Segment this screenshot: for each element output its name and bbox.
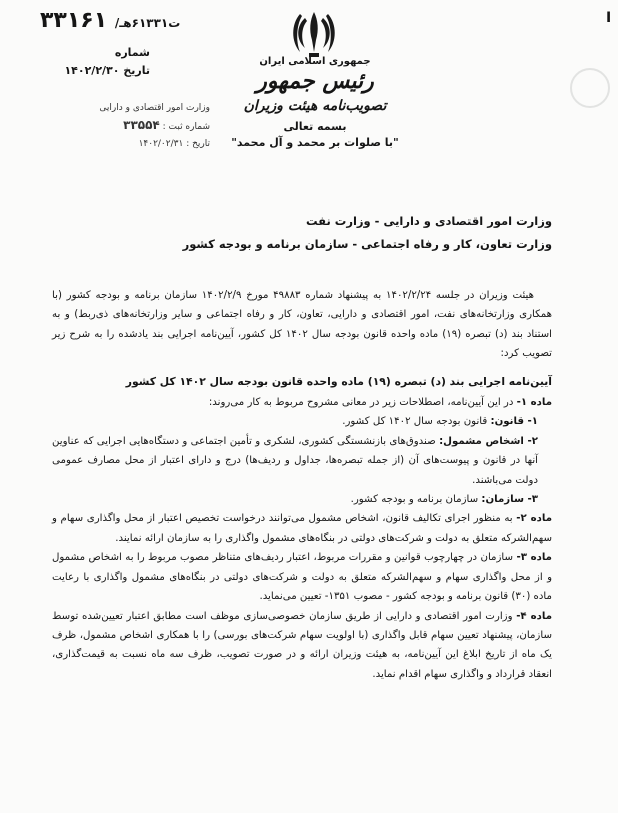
definition-1-text: قانون بودجه سال ۱۴۰۲ کل کشور. (342, 416, 488, 428)
article-1-text: در این آیین‌نامه، اصطلاحات زیر در معانی مشروح مربوط به کار می‌روند: (208, 397, 514, 409)
article-3-label: ماده ۳- (516, 552, 552, 564)
definition-2-label: ۲- اشخاص مشمول: (439, 435, 538, 447)
recipients (82, 210, 552, 256)
stamp-reg-number: ۳۳۵۵۴ (123, 118, 160, 132)
registry-date: ۱۴۰۲/۲/۳۰ (64, 64, 120, 77)
republic-title: جمهوری اسلامی ایران (259, 56, 371, 67)
recipients-line-1: وزارت امور اقتصادی و دارایی - وزارت نفت (306, 214, 552, 228)
article-3 (52, 548, 552, 606)
page-number: I (606, 10, 612, 26)
stamp-reg-label: شماره ثبت : (162, 122, 210, 132)
stamp-date: ۱۴۰۲/۰۲/۳۱ (138, 139, 184, 149)
article-2-text: به منظور اجرای تکالیف قانون، اشخاص مشمول می‌توانند درخواست تخصیص اعتبار از محل واگذاری سهام و سهم‌الشرکه متعلق به دولت و شرکت‌های دولتی در بنگاه‌های مشمول واگذاری را به سازمان ارائه نمایند. (52, 513, 552, 544)
definition-2-text: صندوق‌های بازنشستگی کشوری، لشکری و تأمین اجتماعی و دستگاه‌هایی اجرایی که عناوین آنها در قانون و پیوست‌های آن (از جمله تبصره‌ها، جداول و ردیف‌ها) درج و دارای اعتبار از محل مصارف عمومی دولت می‌باشند. (52, 435, 538, 486)
registry-ref-number: /ت۶۱۳۳۱هـ (114, 16, 181, 30)
stamp-ministry: وزارت امور اقتصادی و دارایی (99, 103, 210, 113)
registry-number (40, 8, 180, 33)
salawat: "با صلوات بر محمد و آل محمد" (231, 136, 399, 149)
stamp-date-label: تاریخ : (186, 139, 210, 149)
decree-body (52, 286, 552, 684)
article-4-text: وزارت امور اقتصادی و دارایی از طریق سازمان خصوصی‌سازی موظف است مطابق اعتبار تعیین‌شده توسط سازمان، پیشنهاد تعیین سهام قابل واگذاری (با اولویت سهام شرکت‌های بورسی) را با همکاری اشخاص مشمول، ظرف یک ماه از تاریخ ابلاغ این آیین‌نامه، به هیئت وزیران ارائه و در صورت تصویب، ظرف سه ماه نسبت به قیمت‌گذاری، انعقاد قرارداد و واگذاری سهام اقدام نماید. (52, 610, 552, 680)
recipients-line-2: وزارت تعاون، کار و رفاه اجتماعی - سازمان برنامه و بودجه کشور (182, 237, 552, 251)
article-2 (52, 509, 552, 548)
definition-3-text: سازمان برنامه و بودجه کشور. (350, 494, 479, 506)
registry-meta (40, 44, 150, 80)
article-1 (52, 393, 552, 412)
registry-number-label: شماره (114, 46, 150, 59)
president-title: رئیس جمهور (256, 69, 374, 94)
regulation-title: آیین‌نامه اجرایی بند (د) تبصره (۱۹) ماده واحده قانون بودجه سال ۱۴۰۲ کل کشور (125, 374, 552, 388)
article-1-label: ماده ۱- (516, 397, 552, 409)
definition-1 (52, 412, 538, 431)
iran-emblem-icon (290, 8, 338, 60)
article-4-label: ماده ۴- (516, 610, 553, 622)
document-header (200, 56, 430, 149)
registry-number-value: ۳۳۱۶۱ (40, 8, 108, 33)
registry-date-label: تاریخ (123, 64, 150, 77)
bismillah: بسمه تعالی (283, 120, 347, 133)
article-2-label: ماده ۲- (516, 513, 553, 525)
article-4 (52, 607, 552, 685)
ministry-registration-stamp (40, 100, 210, 153)
intro-paragraph: هیئت وزیران در جلسه ۱۴۰۲/۲/۲۴ به پیشنهاد شماره ۴۹۸۸۳ مورخ ۱۴۰۲/۲/۹ سازمان برنامه و بودجه کشور (با همکاری وزارتخانه‌های نفت، امور اقتصادی و دارایی، تعاون، کار و رفاه اجتماعی و سایر وزارتخانه‌های ذی‌ربط) و به استناد بند (د) تبصره (۱۹) ماده واحده قانون بودجه سال ۱۴۰۲ کل کشور، آیین‌نامه اجرایی بند یادشده را به شرح زیر تصویب کرد: (52, 290, 553, 360)
cabinet-approval-title: تصویب‌نامه هیئت وزیران (243, 98, 387, 114)
definition-3 (52, 490, 538, 509)
definition-2 (52, 432, 538, 490)
article-3-text: سازمان در چهارچوب قوانین و مقررات مربوط، اعتبار ردیف‌های متناظر مصوب مربوط را به اشخاص مشمول و از محل واگذاری سهام و سهم‌الشرکه متعلق به دولت و شرکت‌های دولتی در بنگاه‌های مشمول واگذاری با رعایت ماده (۳۰) قانون برنامه و بودجه کشور - مصوب ۱۳۵۱- تعیین می‌نماید. (52, 552, 552, 603)
faded-stamp-mark (570, 68, 610, 108)
definition-1-label: ۱- قانون: (490, 416, 538, 428)
definition-3-label: ۳- سازمان: (481, 494, 538, 506)
